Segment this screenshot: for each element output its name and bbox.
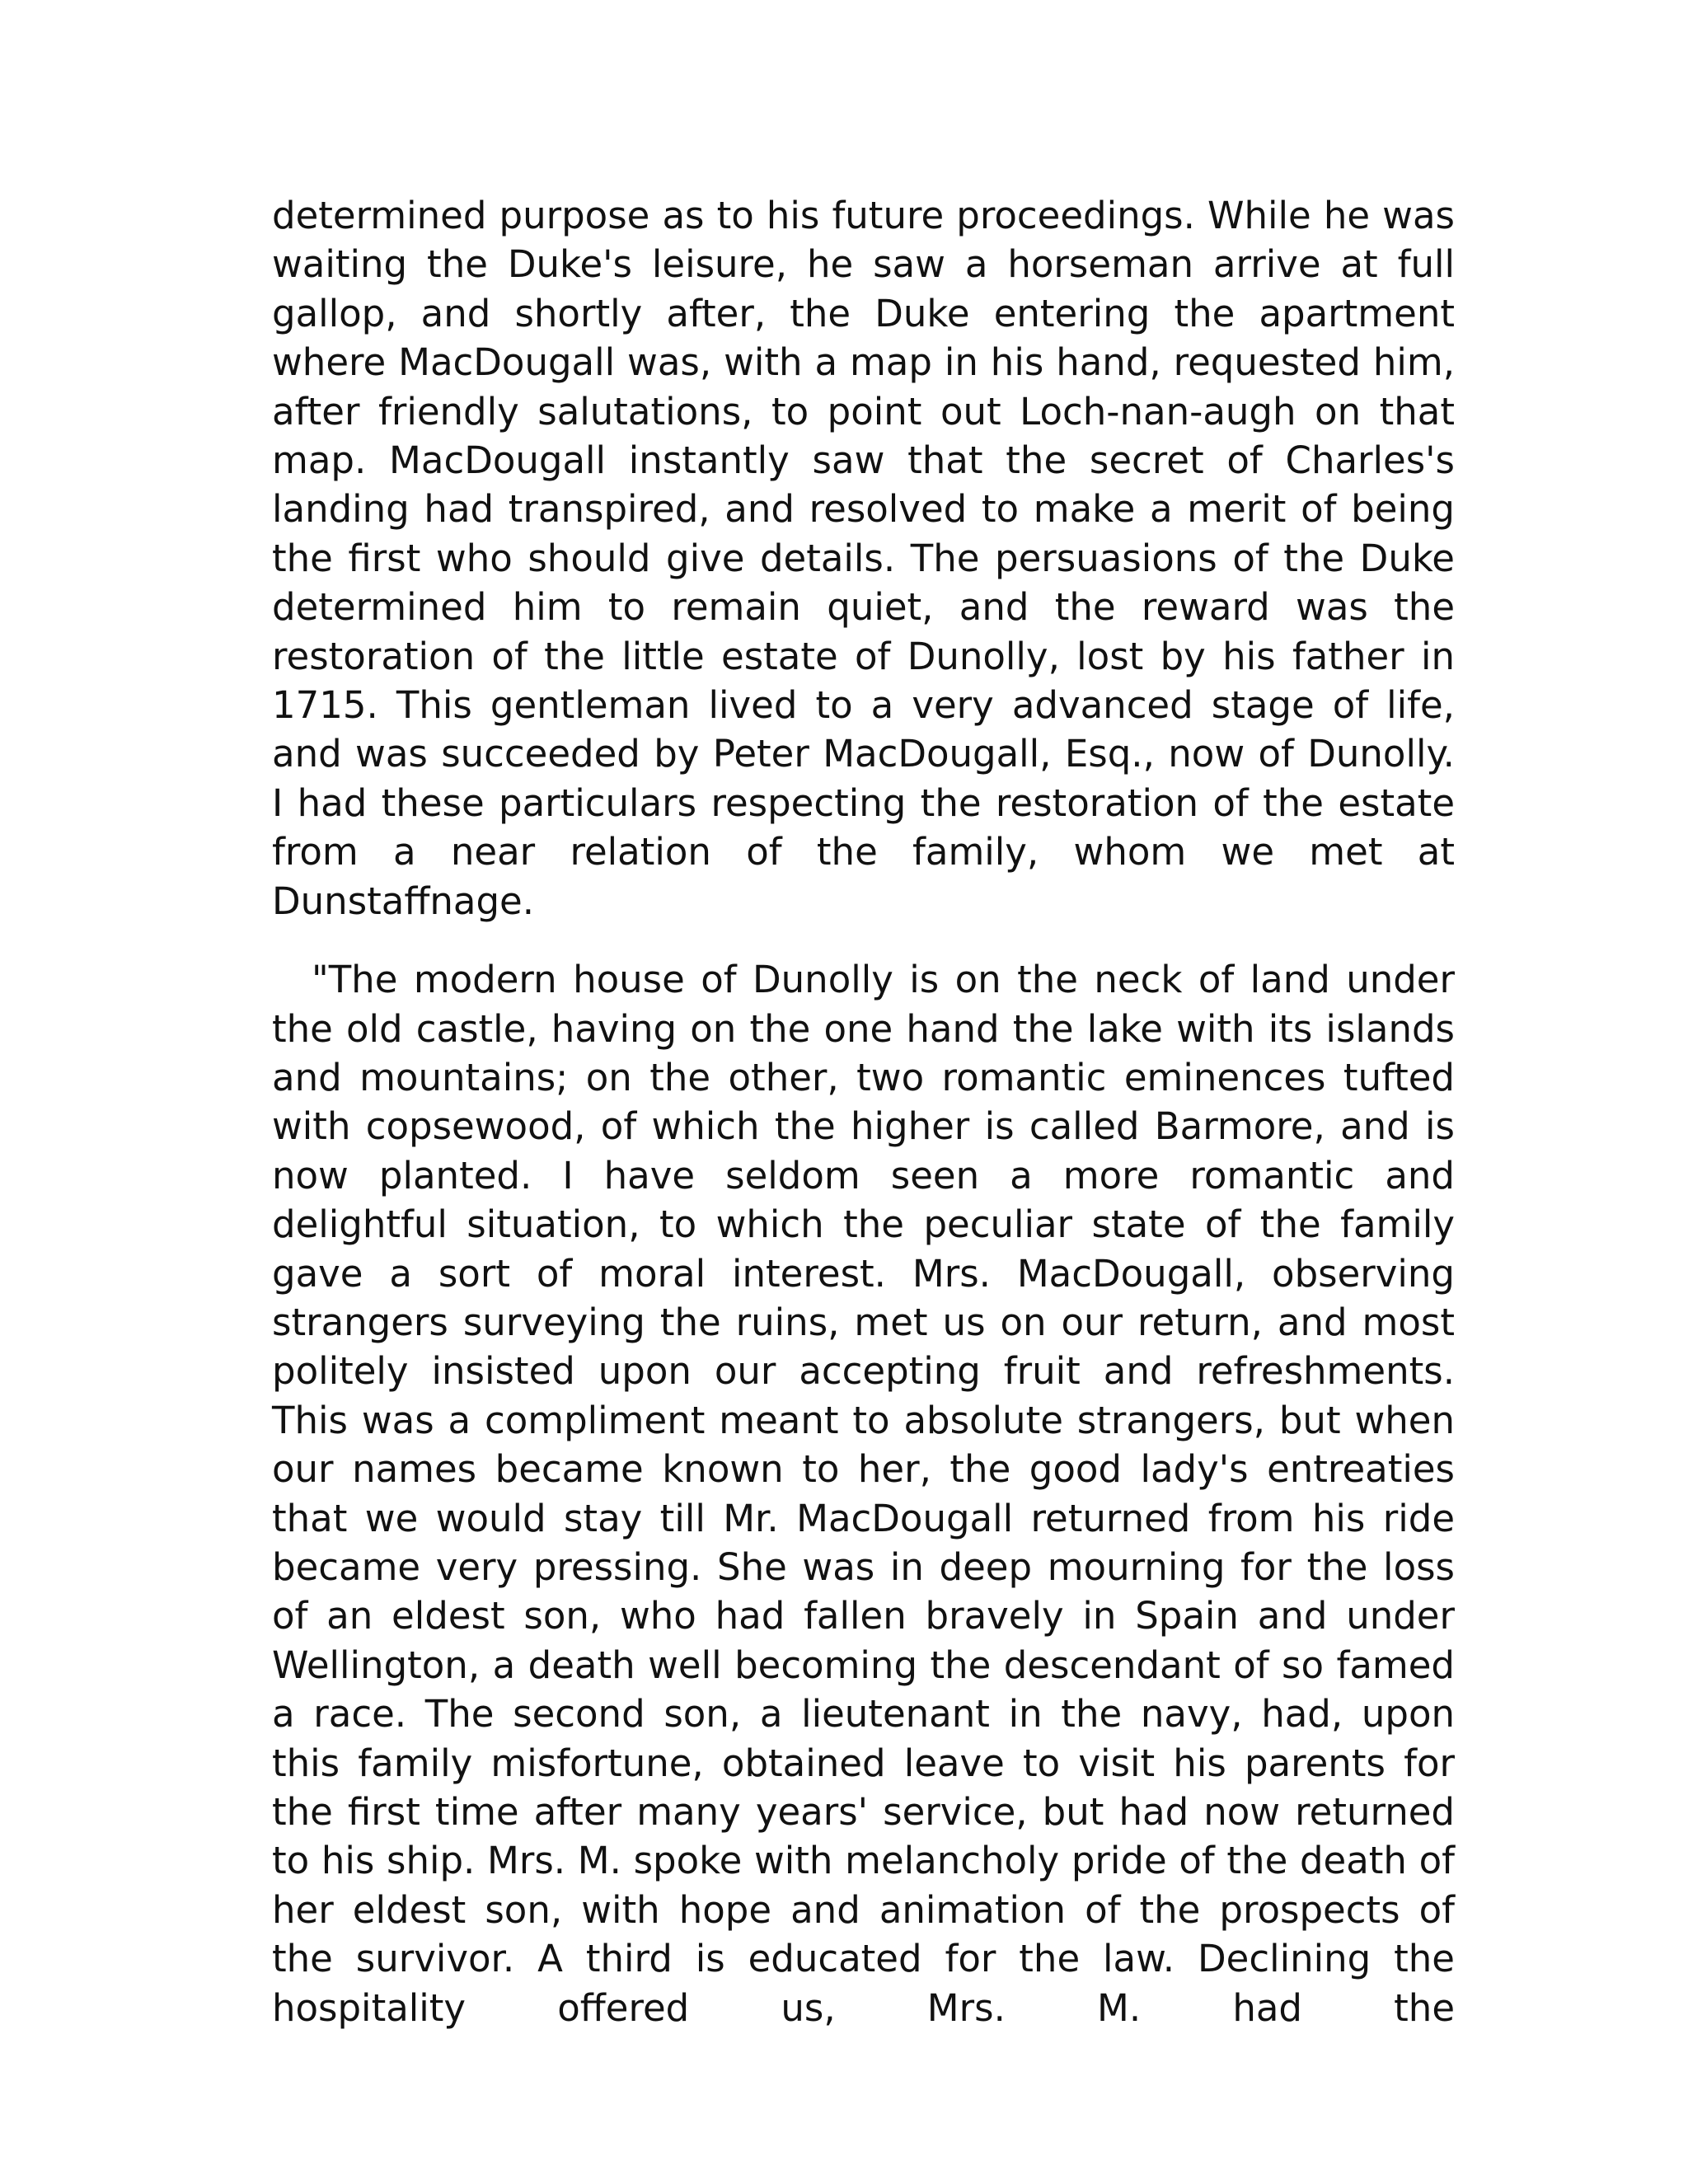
paragraph-modern-house: "The modern house of Dunolly is on the neck of land under the old castle, having on the one hand the lake with its islands and mountains; on the other, two romantic eminences tufted with copsewood, of which the higher is called Barmore, and is now planted. I have seldom seen a more romantic and delightful situation, to which the peculiar state of the family gave a sort of moral interest. Mrs. MacDougall, observing strangers surveying the ruins, met us on our return, and most politely insisted upon our accepting fruit and refreshments. This was a compliment meant to absolute strangers, but when our names became known to her, the good lady's entreaties that we would stay till Mr. MacDougall returned from his ride became very pressing. She was in deep mourning for the loss of an eldest son, who had fallen bravely in Spain and under Wellington, a death well becoming the descendant of so famed a race. The second son, a lieutenant in the navy, had, upon this family misfortune, obtained leave to visit his parents for the first time after many years' service, but had now returned to his ship. Mrs. M. spoke with melancholy pride of the death of her eldest son, with hope and animation of the prospects of the survivor. A third is educated for the law. Declining the hospitality offered us, Mrs. M. had the	[272, 958, 1455, 2030]
paragraph-dunolly-restoration: determined purpose as to his future proceedings. While he was waiting the Duke's leisure, he saw a horseman arrive at full gallop, and shortly after, the Duke entering the apartment where MacDougall was, with a map in his hand, requested him, after friendly salutations, to point out Loch-nan-augh on that map. MacDougall instantly saw that the secret of Charles's landing had transpired, and resolved to make a merit of being the first who should give details. The persuasions of the Duke determined him to remain quiet, and the reward was the restoration of the little estate of Dunolly, lost by his father in 1715. This gentleman lived to a very advanced stage of life, and was succeeded by Peter MacDougall, Esq., now of Dunolly. I had these particulars respecting the restoration of the estate from a near relation of the family, whom we met at Dunstaffnage.	[272, 194, 1455, 923]
document-page	[272, 191, 1455, 2032]
